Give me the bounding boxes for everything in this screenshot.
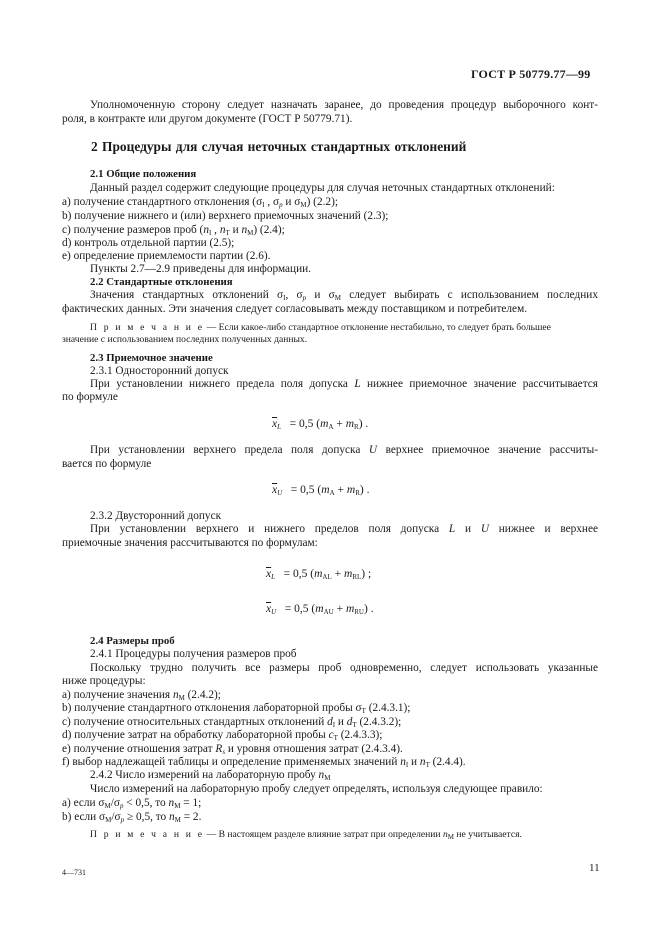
intro-line-2: роля, в контракте или другом документе (ГОСТ Р 50779.71). xyxy=(62,113,353,125)
measurement-rule: Число измерений на лабораторную пробу следует определять, используя следующее правило: xyxy=(90,783,543,795)
note-1: П р и м е ч а н и е — Если какое-либо стандартное отклонение нестабильно, то следует брать большее xyxy=(90,322,551,333)
section-2-1-title: 2.1 Общие положения xyxy=(90,168,197,180)
lower-limit-line-1: При установлении нижнего предела поля допуска L нижнее приемочное значение рассчитывается xyxy=(90,378,598,390)
print-code: 4—731 xyxy=(62,868,86,877)
section-2-4-1-title: 2.4.1 Процедуры получения размеров проб xyxy=(90,648,297,660)
standard-number: ГОСТ Р 50779.77—99 xyxy=(471,67,591,81)
sample-sizes-line-1: Поскольку трудно получить все размеры проб одновременно, следует использовать указанные xyxy=(90,662,598,674)
list-item-d: d) контроль отдельной партии (2.5); xyxy=(62,237,235,249)
lower-limit-line-2: по формуле xyxy=(62,391,118,403)
list-item-a: а) получение стандартного отклонения ($\sigma_I$ , $\sigma_p$ и $\sigma_M$) (2.2); xyxy=(62,196,338,209)
formula-two-sided-upper: $\overline{x}_U$ = 0,5 $(m_{AU} + m_{RU})$ . xyxy=(266,603,374,616)
page-number: 11 xyxy=(589,862,600,874)
upper-limit-line-1: При установлении верхнего предела поля допуска U верхнее приемочное значение рассчиты- xyxy=(90,444,598,456)
formula-upper-acceptance: $\overline{x}_U$ = 0,5 $(m_A + m_R)$ . xyxy=(272,484,370,497)
rule-a: а) если $\sigma_M/\sigma_p < 0,5$, то $n_M = 1$; xyxy=(62,797,202,810)
section-2-3-1-title: 2.3.1 Односторонний допуск xyxy=(90,365,229,377)
two-sided-line-2: приемочные значения рассчитываются по формулам: xyxy=(62,537,318,549)
procedure-b: b) получение стандартного отклонения лабораторной пробы $\sigma_T$ (2.4.3.1); xyxy=(62,702,411,715)
section-2-title: 2 Процедуры для случая неточных стандартных отклонений xyxy=(91,139,467,154)
section-2-2-title: 2.2 Стандартные отклонения xyxy=(90,276,233,288)
intro-line-1: Уполномоченную сторону следует назначать заранее, до проведения процедур выборочного конт- xyxy=(90,99,598,111)
sample-sizes-line-2: ниже процедуры: xyxy=(62,675,146,687)
note-1-line-2: значение с использованием последних полученных данных. xyxy=(62,334,308,345)
procedure-a: а) получение значения $n_M$ (2.4.2); xyxy=(62,689,221,702)
list-item-c: с) получение размеров проб ($n_I$ , $n_T$ и $n_M$) (2.4); xyxy=(62,224,285,237)
section-2-2-line-2: фактических данных. Эти значения следует согласовывать между поставщиком и потребителем. xyxy=(62,303,528,315)
formula-lower-acceptance: $\overline{x}_L$ = 0,5 $(m_A + m_R)$ . xyxy=(272,418,369,431)
info-points: Пункты 2.7—2.9 приведены для информации. xyxy=(90,263,311,275)
upper-limit-line-2: вается по формуле xyxy=(62,458,152,470)
two-sided-line-1: При установлении верхнего и нижнего пределов поля допуска L и U нижнее и верхнее xyxy=(90,523,598,535)
procedure-f: f) выбор надлежащей таблицы и определение применяемых значений $n_I$ и $n_T$ (2.4.4). xyxy=(62,756,466,769)
section-2-1-lead: Данный раздел содержит следующие процедуры для случая неточных стандартных отклонений: xyxy=(90,182,555,194)
list-item-e: е) определение приемлемости партии (2.6). xyxy=(62,250,271,262)
formula-two-sided-lower: $\overline{x}_L$ = 0,5 $(m_{AL} + m_{RL})$ ; xyxy=(266,568,372,581)
section-2-3-title: 2.3 Приемочное значение xyxy=(90,352,213,364)
section-2-4-title: 2.4 Размеры проб xyxy=(90,635,175,647)
procedure-d: d) получение затрат на обработку лабораторной пробы $c_T$ (2.4.3.3); xyxy=(62,729,383,742)
procedure-e: е) получение отношения затрат $R_s$ и уровня отношения затрат (2.4.3.4). xyxy=(62,743,403,756)
rule-b: b) если $\sigma_M/\sigma_p \ge 0,5$, то $n_M = 2$. xyxy=(62,811,202,824)
list-item-b: b) получение нижнего и (или) верхнего приемочных значений (2.3); xyxy=(62,210,389,222)
section-2-2-line-1: Значения стандартных отклонений $\sigma_I$, $\sigma_p$ и $\sigma_M$ следует выбирать с использованием последних xyxy=(90,289,598,302)
note-2: П р и м е ч а н и е — В настоящем разделе влияние затрат при определении $n_M$ не учитывается. xyxy=(90,829,522,841)
procedure-c: с) получение относительных стандартных отклонений $d_I$ и $d_T$ (2.4.3.2); xyxy=(62,716,402,729)
section-2-3-2-title: 2.3.2 Двусторонний допуск xyxy=(90,510,222,522)
section-2-4-2-title: 2.4.2 Число измерений на лабораторную пробу $n_M$ xyxy=(90,769,331,782)
